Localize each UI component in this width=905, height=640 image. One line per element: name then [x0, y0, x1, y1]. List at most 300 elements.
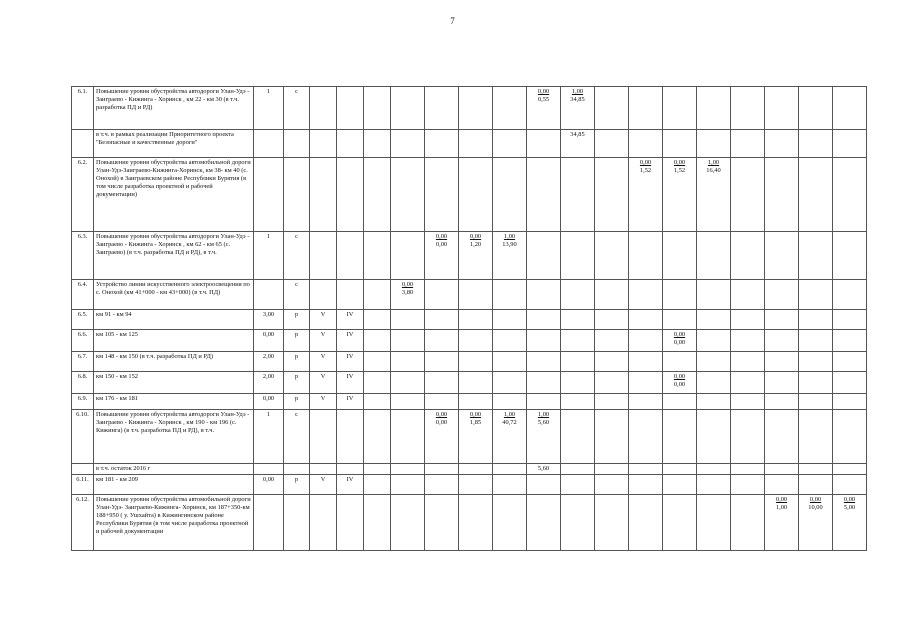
table-cell: [94, 87, 254, 130]
table-cell: [94, 310, 254, 330]
table-cell: [629, 372, 663, 394]
table-cell: [493, 352, 527, 372]
table-cell: [731, 158, 765, 232]
table-cell: [493, 394, 527, 410]
table-cell: [284, 330, 310, 352]
table-cell: [595, 394, 629, 410]
cell-value: р: [294, 331, 299, 338]
table-cell: [310, 495, 337, 551]
table-cell: [697, 410, 731, 464]
table-cell: [663, 410, 697, 464]
table-row: [72, 372, 867, 394]
table-cell: [425, 410, 459, 464]
table-cell: [72, 158, 94, 232]
table-cell: [425, 310, 459, 330]
table-cell: [364, 280, 391, 310]
cell-value: 13,90: [502, 241, 517, 248]
table-cell: [254, 464, 284, 475]
table-cell: [731, 410, 765, 464]
table-cell: [561, 330, 595, 352]
cell-value: 6.12.: [76, 496, 89, 503]
table-cell: [629, 87, 663, 130]
table-cell: [310, 330, 337, 352]
table-cell: [425, 475, 459, 495]
table-cell: [72, 330, 94, 352]
table-cell: [765, 280, 799, 310]
table-cell: [833, 330, 867, 352]
table-cell: [94, 130, 254, 158]
table-cell: [493, 475, 527, 495]
table-cell: [731, 232, 765, 280]
table-cell: [561, 130, 595, 158]
table-cell: [364, 232, 391, 280]
table-cell: [254, 372, 284, 394]
cell-value: 6.6.: [77, 331, 88, 338]
table-cell: [595, 310, 629, 330]
table-cell: [833, 495, 867, 551]
table-cell: [765, 232, 799, 280]
cell-value: IV: [346, 311, 354, 318]
cell-value: 0,00: [262, 331, 275, 338]
cell-value: 1: [266, 88, 271, 95]
table-cell: [595, 352, 629, 372]
table-cell: [527, 394, 561, 410]
table-cell: [254, 352, 284, 372]
table-cell: [364, 475, 391, 495]
cell-value: 5,00: [843, 504, 856, 511]
table-cell: [561, 280, 595, 310]
cell-value: V: [320, 311, 326, 318]
cell-value: Повышение уровня обустройства автодороги Улан-Удэ - Заиграево - Кижинга - Хоринск , км 62 - км 65 (с. Заиграево) (в т.ч. разработка ПД и РД), в т.ч.: [96, 233, 250, 256]
table-row: [72, 130, 867, 158]
table-cell: [527, 330, 561, 352]
cell-value: Повышение уровня обустройства автомобильной дороги Улан-Удэ- Заиграево-Кижинга- Хоринск, км 187+350-км 188+950 ( у. Ушхайта) в Кижингинском районе Республики Бурятия (в том числе разработка проектной и рабочей документации: [96, 496, 251, 535]
table-cell: [527, 310, 561, 330]
table-cell: [663, 130, 697, 158]
table-cell: [284, 310, 310, 330]
cell-value: с: [295, 88, 298, 95]
table-cell: [391, 310, 425, 330]
cell-value: км 150 - км 152: [96, 373, 138, 380]
cell-value: 6.1.: [77, 88, 88, 95]
table-cell: [459, 280, 493, 310]
table-cell: [527, 158, 561, 232]
table-cell: [254, 394, 284, 410]
table-cell: [527, 495, 561, 551]
table-cell: [561, 87, 595, 130]
table-cell: [284, 87, 310, 130]
table-cell: [561, 352, 595, 372]
cell-value: 6.10.: [76, 411, 89, 418]
table-cell: [663, 310, 697, 330]
table-cell: [391, 158, 425, 232]
table-cell: [391, 87, 425, 130]
table-cell: [765, 130, 799, 158]
table-cell: [459, 352, 493, 372]
table-cell: [391, 394, 425, 410]
cell-value: 6.3.: [77, 233, 88, 240]
cell-value: 0,00: [435, 419, 448, 426]
table-cell: [765, 394, 799, 410]
table-cell: [254, 310, 284, 330]
cell-value: км 105 - км 125: [96, 331, 138, 338]
cell-value: с: [295, 411, 298, 418]
cell-value: V: [320, 395, 326, 402]
table-cell: [629, 495, 663, 551]
table-cell: [94, 158, 254, 232]
table-row: [72, 495, 867, 551]
table-row: [72, 475, 867, 495]
table-cell: [72, 394, 94, 410]
cell-value: V: [320, 373, 326, 380]
table-cell: [364, 464, 391, 475]
cell-value: IV: [346, 331, 354, 338]
table-cell: [284, 475, 310, 495]
table-cell: [731, 464, 765, 475]
cell-value: 6.9.: [77, 395, 88, 402]
table-cell: [310, 372, 337, 394]
table-cell: [310, 464, 337, 475]
cell-value: 6.5.: [77, 311, 88, 318]
cell-value: 0,00: [435, 241, 448, 248]
table-cell: [94, 495, 254, 551]
table-cell: [337, 352, 364, 372]
table-cell: [72, 310, 94, 330]
table-cell: [595, 330, 629, 352]
table-cell: [765, 495, 799, 551]
table-cell: [799, 280, 833, 310]
table-cell: [799, 464, 833, 475]
table-cell: [459, 310, 493, 330]
table-cell: [799, 352, 833, 372]
table-cell: [284, 464, 310, 475]
cell-value: Устройство линии искусственного электроосвещения по с. Онохой (км 41+000 - км 43+000) (в т.ч. ПД): [96, 281, 250, 296]
table-cell: [731, 394, 765, 410]
table-cell: [697, 495, 731, 551]
table-cell: [364, 158, 391, 232]
table-cell: [254, 232, 284, 280]
table-cell: [425, 352, 459, 372]
table-cell: [799, 232, 833, 280]
table-cell: [663, 475, 697, 495]
table-cell: [493, 130, 527, 158]
table-cell: [284, 495, 310, 551]
table-cell: [527, 130, 561, 158]
table-cell: [391, 130, 425, 158]
table-cell: [561, 158, 595, 232]
table-cell: [72, 87, 94, 130]
cell-value: 6.11.: [76, 476, 89, 483]
table-cell: [833, 410, 867, 464]
table-cell: [833, 232, 867, 280]
table-cell: [72, 352, 94, 372]
cell-value: 0,00: [435, 411, 448, 418]
table-cell: [731, 130, 765, 158]
table-cell: [663, 352, 697, 372]
table-cell: [765, 330, 799, 352]
table-cell: [595, 232, 629, 280]
cell-value: в т.ч. в рамках реализации Приоритетного проекта "Безопасные и качественные дороги": [96, 131, 234, 146]
table-cell: [425, 330, 459, 352]
table-cell: [310, 87, 337, 130]
cell-value: 0,00: [639, 159, 652, 166]
cell-value: 0,00: [262, 395, 275, 402]
table-cell: [337, 410, 364, 464]
cell-value: р: [294, 395, 299, 402]
table-cell: [310, 475, 337, 495]
table-cell: [697, 87, 731, 130]
table-cell: [731, 330, 765, 352]
table-cell: [310, 352, 337, 372]
cell-value: 40,72: [502, 419, 517, 426]
table-cell: [364, 352, 391, 372]
table-cell: [697, 280, 731, 310]
table-cell: [527, 352, 561, 372]
cell-value: 34,85: [570, 96, 585, 103]
table-cell: [459, 464, 493, 475]
table-cell: [254, 280, 284, 310]
table-cell: [731, 475, 765, 495]
table-cell: [595, 87, 629, 130]
table-cell: [527, 232, 561, 280]
table-cell: [284, 394, 310, 410]
table-cell: [459, 394, 493, 410]
table-cell: [254, 87, 284, 130]
table-cell: [284, 352, 310, 372]
cell-value: 0,00: [401, 281, 414, 288]
table-cell: [799, 410, 833, 464]
table-cell: [493, 310, 527, 330]
table-cell: [561, 495, 595, 551]
table-cell: [799, 158, 833, 232]
table-cell: [284, 232, 310, 280]
table-cell: [527, 475, 561, 495]
table-cell: [284, 410, 310, 464]
cell-value: 0,00: [673, 339, 686, 346]
table-cell: [527, 87, 561, 130]
cell-value: 0,00: [537, 88, 550, 95]
table-cell: [310, 158, 337, 232]
table-cell: [364, 410, 391, 464]
table-cell: [459, 372, 493, 394]
table-cell: [425, 394, 459, 410]
cell-value: 0,00: [673, 331, 686, 338]
table-cell: [833, 372, 867, 394]
table-cell: [595, 475, 629, 495]
table-cell: [72, 232, 94, 280]
table-cell: [595, 280, 629, 310]
table-cell: [629, 475, 663, 495]
table-cell: [765, 475, 799, 495]
table-cell: [284, 372, 310, 394]
table-cell: [765, 464, 799, 475]
table-cell: [493, 280, 527, 310]
cell-value: 16,40: [706, 167, 721, 174]
cell-value: Повышение уровня обустройства автодороги Улан-Удэ - Заиграево - Кижинга - Хоринск , км 22 - км 30 (в т.ч. разработка ПД и РД): [96, 88, 250, 111]
table-cell: [459, 495, 493, 551]
table-cell: [731, 372, 765, 394]
table-row: [72, 280, 867, 310]
table-cell: [595, 410, 629, 464]
table-row: [72, 394, 867, 410]
table-row: [72, 464, 867, 475]
table-cell: [731, 310, 765, 330]
cell-value: 0,00: [775, 496, 788, 503]
table-row: [72, 352, 867, 372]
table-cell: [527, 410, 561, 464]
table-cell: [833, 158, 867, 232]
table-cell: [94, 330, 254, 352]
table-cell: [72, 464, 94, 475]
table-cell: [94, 475, 254, 495]
table-cell: [697, 352, 731, 372]
cell-value: 0,55: [537, 96, 550, 103]
table-cell: [629, 158, 663, 232]
table-cell: [527, 464, 561, 475]
table-cell: [663, 232, 697, 280]
table-cell: [731, 280, 765, 310]
table-cell: [799, 310, 833, 330]
table-cell: [799, 372, 833, 394]
cell-value: км 148 - км 150 (в т.ч. разработка ПД и РД): [96, 353, 213, 360]
table-cell: [697, 130, 731, 158]
table-cell: [697, 310, 731, 330]
table-cell: [391, 372, 425, 394]
cell-value: 1,00: [775, 504, 788, 511]
table-cell: [254, 158, 284, 232]
table-cell: [310, 410, 337, 464]
table-cell: [284, 158, 310, 232]
table-cell: [364, 394, 391, 410]
table-cell: [493, 372, 527, 394]
cell-value: 1,20: [469, 241, 482, 248]
table-cell: [765, 310, 799, 330]
table-cell: [391, 280, 425, 310]
cell-value: в т.ч. остаток 2016 г: [96, 465, 151, 472]
table-cell: [561, 475, 595, 495]
table-cell: [94, 410, 254, 464]
table-cell: [391, 352, 425, 372]
table-cell: [425, 495, 459, 551]
table-cell: [561, 394, 595, 410]
table-cell: [425, 464, 459, 475]
table-cell: [310, 394, 337, 410]
table-row: [72, 232, 867, 280]
table-cell: [459, 158, 493, 232]
table-cell: [765, 410, 799, 464]
table-cell: [391, 232, 425, 280]
table-cell: [94, 280, 254, 310]
table-cell: [697, 464, 731, 475]
table-cell: [310, 232, 337, 280]
table-cell: [527, 372, 561, 394]
table-cell: [337, 464, 364, 475]
cell-value: 6.2.: [77, 159, 88, 166]
table-cell: [697, 232, 731, 280]
table-row: [72, 410, 867, 464]
cell-value: 0,00: [673, 159, 686, 166]
table-cell: [833, 87, 867, 130]
cell-value: 1,00: [503, 233, 516, 240]
table-cell: [595, 495, 629, 551]
table-cell: [561, 464, 595, 475]
table-cell: [72, 280, 94, 310]
table-cell: [425, 130, 459, 158]
table-cell: [459, 330, 493, 352]
cell-value: 0,00: [809, 496, 822, 503]
table-row: [72, 158, 867, 232]
table-cell: [629, 310, 663, 330]
table-cell: [799, 130, 833, 158]
table-cell: [765, 352, 799, 372]
cell-value: V: [320, 353, 326, 360]
table-cell: [493, 464, 527, 475]
table-cell: [310, 310, 337, 330]
cell-value: 6.8.: [77, 373, 88, 380]
cell-value: р: [294, 311, 299, 318]
table-row: [72, 310, 867, 330]
cell-value: 5,60: [537, 419, 550, 426]
table-cell: [493, 158, 527, 232]
table-cell: [72, 475, 94, 495]
table-cell: [629, 464, 663, 475]
table-cell: [72, 495, 94, 551]
table-cell: [391, 464, 425, 475]
cell-value: км 176 - км 181: [96, 395, 138, 402]
table-cell: [94, 352, 254, 372]
table-cell: [629, 394, 663, 410]
table-cell: [391, 330, 425, 352]
table-cell: [254, 410, 284, 464]
cell-value: 0,00: [843, 496, 856, 503]
table-cell: [663, 158, 697, 232]
table-cell: [459, 87, 493, 130]
table-cell: [459, 410, 493, 464]
table-cell: [94, 464, 254, 475]
table-cell: [493, 232, 527, 280]
cell-value: 1,00: [537, 411, 550, 418]
table-row: [72, 330, 867, 352]
table-cell: [284, 280, 310, 310]
table-cell: [72, 410, 94, 464]
cell-value: 1,52: [673, 167, 686, 174]
table-cell: [663, 280, 697, 310]
table-cell: [799, 394, 833, 410]
table-cell: [425, 280, 459, 310]
table-cell: [493, 495, 527, 551]
table-cell: [561, 410, 595, 464]
table-cell: [799, 495, 833, 551]
table-cell: [663, 330, 697, 352]
table-cell: [364, 310, 391, 330]
cell-value: р: [294, 373, 299, 380]
table-cell: [663, 87, 697, 130]
table-cell: [697, 372, 731, 394]
table-cell: [364, 130, 391, 158]
table-cell: [425, 232, 459, 280]
table-cell: [833, 280, 867, 310]
cell-value: 1,85: [469, 419, 482, 426]
table-cell: [254, 330, 284, 352]
table-cell: [799, 330, 833, 352]
cell-value: 0,00: [435, 233, 448, 240]
table-cell: [364, 495, 391, 551]
cell-value: 3,00: [262, 311, 275, 318]
cell-value: 10,00: [808, 504, 823, 511]
table-cell: [94, 372, 254, 394]
cell-value: IV: [346, 373, 354, 380]
table-cell: [337, 394, 364, 410]
